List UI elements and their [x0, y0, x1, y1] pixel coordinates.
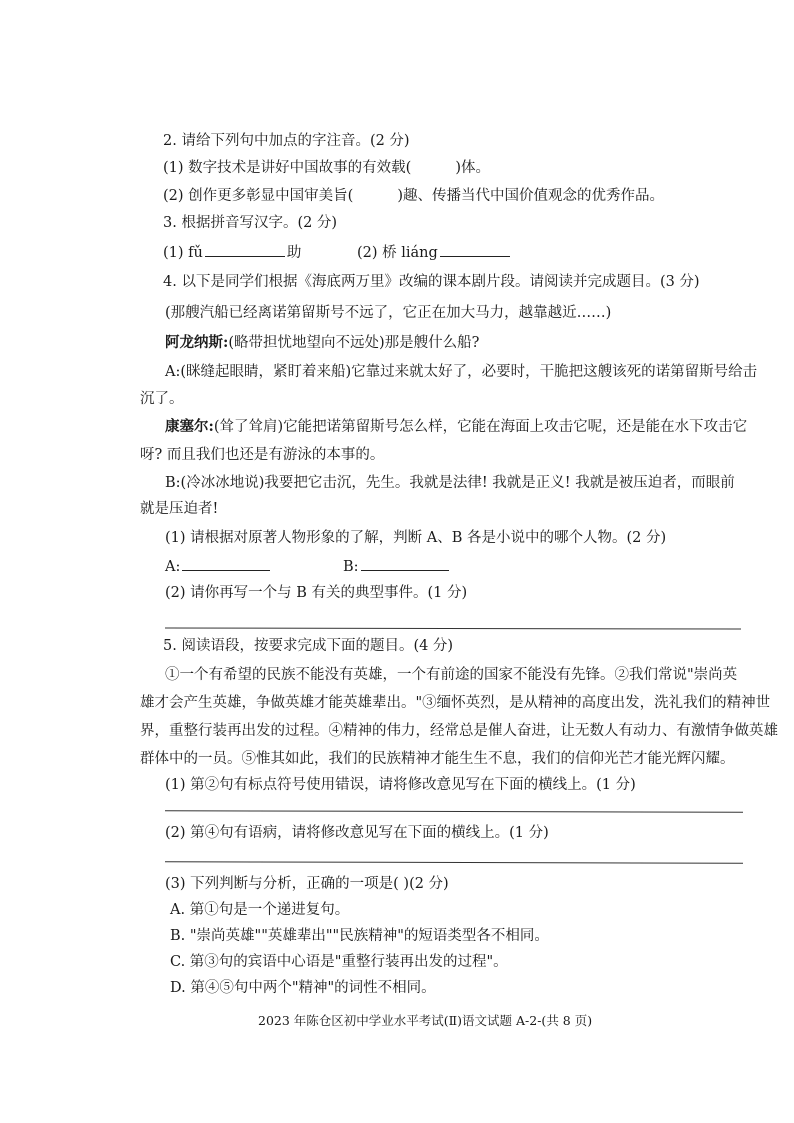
q5-option-a: A. 第①句是一个递进复句。: [170, 902, 350, 918]
q4-b-line-2: 就是压迫者!: [140, 501, 219, 517]
q5-sub3: (3) 下列判断与分析，正确的一项是( )(2 分): [165, 876, 449, 892]
q4-sub1-b-label: B:: [343, 559, 359, 575]
q3-item2-pre: (2) 桥 liáng: [357, 245, 438, 261]
q3-title: 3. 根据拼音写汉字。(2 分): [163, 215, 338, 231]
q4-sub2: (2) 请你再写一个与 B 有关的典型事件。(1 分): [165, 585, 468, 601]
q3-item2-blank[interactable]: [440, 242, 510, 257]
q2-item1-pre: (1) 数字技术是讲好中国故事的有效载(: [163, 160, 412, 176]
q3-item1-blank[interactable]: [205, 242, 285, 257]
q5-sub2: (2) 第④句有语病，请将修改意见写在下面的横线上。(1 分): [165, 825, 549, 841]
q2-item2-post: )趣、传播当代中国价值观念的优秀作品。: [397, 188, 664, 204]
q4-title: 4. 以下是同学们根据《海底两万里》改编的课本剧片段。请阅读并完成题目。(3 分): [163, 274, 700, 290]
q4-sub1: (1) 请根据对原著人物形象的了解，判断 A、B 各是小说中的哪个人物。(2 分): [165, 530, 667, 546]
q2-item2-pre: (2) 创作更多彰显中国审美旨(: [163, 188, 354, 204]
q4-conseil-line-2: 呀? 而且我们也还是有游泳的本事的。: [140, 447, 385, 463]
q5-option-c: C. 第③句的宾语中心语是"重整行装再出发的过程"。: [170, 954, 508, 970]
q2-item-1: [163, 158, 490, 178]
q4-aronnax-line: [165, 333, 479, 353]
q4-sub1-b-blank[interactable]: [361, 556, 449, 571]
page-footer: 2023 年陈仓区初中学业水平考试(Ⅱ)语文试题 A-2-(共 8 页): [258, 1013, 593, 1028]
q4-sub1-a-label: A:: [165, 559, 181, 575]
q5-sub1: (1) 第②句有标点符号使用错误，请将修改意见写在下面的横线上。(1 分): [165, 777, 636, 793]
q5-option-b: B. "崇尚英雄""英雄辈出""民族精神"的短语类型各不相同。: [170, 928, 549, 944]
q4-sub2-answer-line[interactable]: [165, 627, 741, 629]
q4-b-line-1: B:(冷冰冰地说)我要把它击沉，先生。我就是法律! 我就是正义! 我就是被压迫者，而眼前: [165, 475, 735, 491]
q3-item1-pre: (1) fǔ: [163, 245, 203, 261]
q4-conseil-name: 康塞尔:: [165, 418, 214, 435]
q4-a-line-2: 沉了。: [140, 391, 184, 407]
q3-item1-post: 助: [286, 245, 302, 261]
q2-item1-post: )体。: [455, 160, 490, 176]
q5-sub2-answer-line[interactable]: [165, 861, 743, 864]
q4-aronnax-name: 阿龙纳斯:: [165, 334, 229, 351]
q4-sub1-answer-a: [165, 556, 272, 577]
q2-title: 2. 请给下列句中加点的字注音。(2 分): [163, 133, 410, 149]
q5-option-d: D. 第④⑤句中两个"精神"的词性不相同。: [170, 980, 436, 996]
q5-para-line-1: ①一个有希望的民族不能没有英雄，一个有前途的国家不能没有先锋。②我们常说"崇尚英: [165, 667, 738, 683]
q4-sub1-a-blank[interactable]: [182, 556, 270, 571]
q4-a-line-1: A:(眯缝起眼睛，紧盯着来船)它靠过来就太好了，必要时，干脆把这艘该死的诺第留斯号给击: [165, 364, 758, 380]
q2-item-2: [163, 186, 664, 206]
q5-para-line-2: 雄才会产生英雄，争做英雄才能英雄辈出。"③缅怀英烈，是从精神的高度出发，洗礼我们的精神世: [140, 695, 771, 711]
q4-sub1-answer-b: [343, 556, 451, 577]
q3-item-1: [163, 242, 301, 263]
q3-item-2: [357, 242, 512, 263]
q4-stage-direction: (那艘汽船已经离诺第留斯号不远了，它正在加大马力，越靠越近……): [165, 305, 612, 321]
q5-title: 5. 阅读语段，按要求完成下面的题目。(4 分): [163, 638, 454, 654]
q4-conseil-line: [165, 417, 747, 437]
q5-sub1-answer-line[interactable]: [165, 810, 743, 813]
q4-conseil-text: (耸了耸肩)它能把诺第留斯号怎么样，它能在海面上攻击它呢，还是能在水下攻击它: [213, 419, 748, 435]
q5-para-line-4: 群体中的一员。⑤惟其如此，我们的民族精神才能生生不息，我们的信仰光芒才能光辉闪耀。: [140, 751, 735, 767]
q5-para-line-3: 界，重整行装再出发的过程。④精神的伟力，经常总是催人奋进，让无数人有动力、有激情争做英雄: [140, 723, 778, 739]
q4-aronnax-text: (略带担忧地望向不远处)那是艘什么船?: [228, 335, 480, 351]
